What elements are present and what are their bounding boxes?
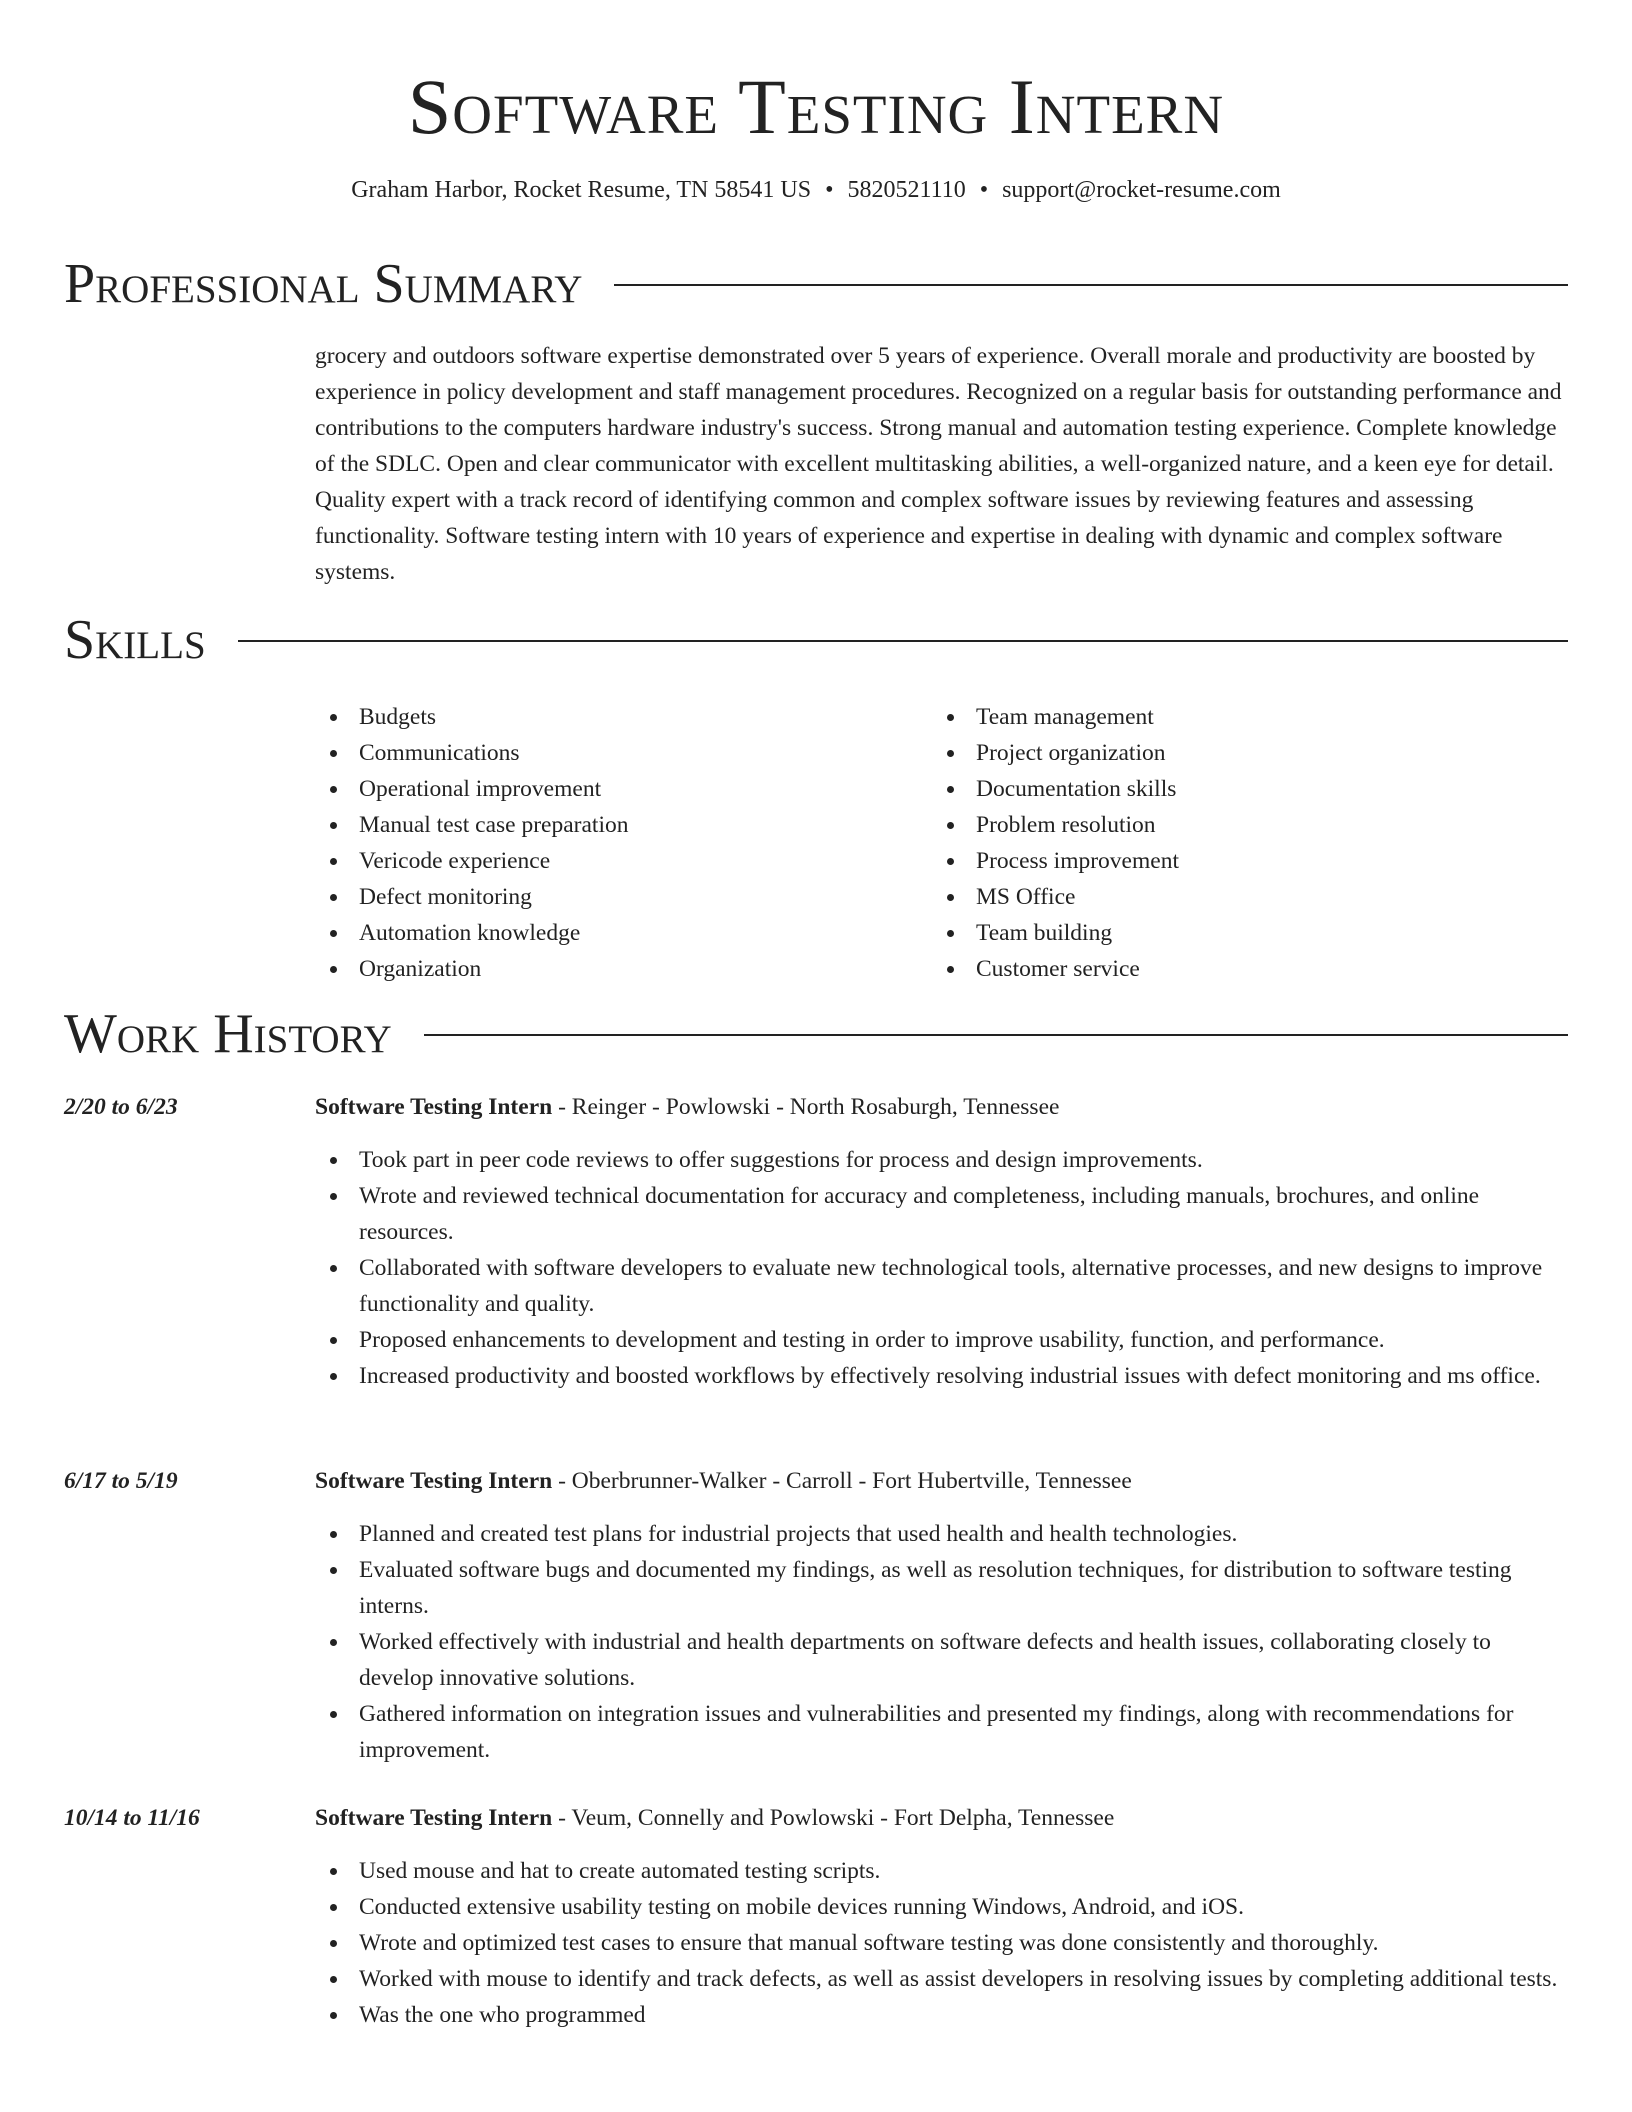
section-divider	[614, 284, 1568, 286]
skill-item: Communications	[315, 735, 932, 771]
job-bullet: Worked with mouse to identify and track defects, as well as assist developers in resolving issues by completing additional tests.	[315, 1961, 1568, 1997]
job-bullet: Proposed enhancements to development and testing in order to improve usability, function, and performance.	[315, 1322, 1568, 1358]
skills-column-right	[932, 699, 1549, 987]
skill-item: Customer service	[932, 951, 1549, 987]
skill-item: Project organization	[932, 735, 1549, 771]
skill-item: Defect monitoring	[315, 879, 932, 915]
skill-item: MS Office	[932, 879, 1549, 915]
job-bullet: Conducted extensive usability testing on mobile devices running Windows, Android, and iOS.	[315, 1889, 1568, 1925]
skill-item: Operational improvement	[315, 771, 932, 807]
skill-item: Vericode experience	[315, 843, 932, 879]
skill-item: Process improvement	[932, 843, 1549, 879]
skill-item: Manual test case preparation	[315, 807, 932, 843]
skill-item: Documentation skills	[932, 771, 1549, 807]
job-bullets	[315, 1142, 1568, 1394]
skills-list	[315, 699, 1568, 987]
contact-phone: 5820521110	[847, 177, 966, 203]
job-dates: 10/14 to 11/16	[64, 1805, 200, 1831]
contact-email: support@rocket-resume.com	[1002, 177, 1281, 203]
skill-item: Team building	[932, 915, 1549, 951]
job-bullet: Collaborated with software developers to evaluate new technological tools, alternative processes, and new designs to improve functionality and quality.	[315, 1250, 1568, 1322]
skill-item: Organization	[315, 951, 932, 987]
job-dates: 6/17 to 5/19	[64, 1468, 178, 1494]
skills-column-left	[315, 699, 932, 987]
job-employer: - Reinger - Powlowski - North Rosaburgh, Tennessee	[552, 1094, 1060, 1120]
job-title-line	[315, 1463, 1568, 1499]
contact-separator: •	[825, 177, 834, 203]
job-role: Software Testing Intern	[315, 1094, 553, 1120]
job-employer: - Oberbrunner-Walker - Carroll - Fort Hubertville, Tennessee	[552, 1468, 1132, 1494]
job-bullet: Gathered information on integration issues and vulnerabilities and presented my findings, along with recommendations for improvement.	[315, 1696, 1568, 1768]
job-bullet: Wrote and optimized test cases to ensure that manual software testing was done consistently and thoroughly.	[315, 1925, 1568, 1961]
job-bullet: Used mouse and hat to create automated testing scripts.	[315, 1853, 1568, 1889]
job-bullet: Was the one who programmed	[315, 1997, 1568, 2033]
work-section-header	[64, 1002, 1568, 1066]
contact-line	[0, 174, 1632, 206]
job-bullet: Worked effectively with industrial and health departments on software defects and health issues, collaborating closely to develop innovative solutions.	[315, 1624, 1568, 1696]
contact-separator: •	[979, 177, 989, 203]
skill-item: Problem resolution	[932, 807, 1549, 843]
summary-text: grocery and outdoors software expertise demonstrated over 5 years of experience. Overall morale and productivity are boosted by experience in policy development and staff management procedures. Recognized on a regular basis for outstanding performance and contributions to the computers hardware industry's success. Strong manual and automation testing experience. Complete knowledge of the SDLC. Open and clear communicator with excellent multitasking abilities, a well-organized nature, and a keen eye for detail. Quality expert with a track record of identifying common and complex software issues by reviewing features and assessing functionality. Software testing intern with 10 years of experience and expertise in dealing with dynamic and complex software systems.	[315, 343, 1562, 585]
section-divider	[424, 1034, 1568, 1036]
job-bullets	[315, 1516, 1568, 1768]
job-title-line	[315, 1800, 1568, 1836]
summary-section-header	[64, 252, 1568, 316]
skill-item: Automation knowledge	[315, 915, 932, 951]
skill-item: Budgets	[315, 699, 932, 735]
section-divider	[238, 640, 1568, 642]
job-bullet: Increased productivity and boosted workflows by effectively resolving industrial issues with defect monitoring and ms office.	[315, 1358, 1568, 1394]
job-dates: 2/20 to 6/23	[64, 1094, 178, 1120]
job-bullet: Planned and created test plans for industrial projects that used health and health technologies.	[315, 1516, 1568, 1552]
resume-name: Software Testing Intern	[407, 63, 1225, 150]
skills-section-header	[64, 608, 1568, 672]
skills-section-title: Skills	[64, 609, 206, 671]
job-role: Software Testing Intern	[315, 1468, 553, 1494]
job-bullet: Wrote and reviewed technical documentation for accuracy and completeness, including manuals, brochures, and online resources.	[315, 1178, 1568, 1250]
summary-section-title: Professional Summary	[64, 253, 583, 315]
job-bullet: Evaluated software bugs and documented my findings, as well as resolution techniques, for distribution to software testing interns.	[315, 1552, 1568, 1624]
contact-address: Graham Harbor, Rocket Resume, TN 58541 US	[351, 177, 812, 203]
skill-item: Team management	[932, 699, 1549, 735]
job-bullets	[315, 1853, 1568, 2033]
job-employer: - Veum, Connelly and Powlowski - Fort Delpha, Tennessee	[552, 1805, 1115, 1831]
job-title-line	[315, 1089, 1568, 1125]
job-bullet: Took part in peer code reviews to offer suggestions for process and design improvements.	[315, 1142, 1568, 1178]
work-section-title: Work History	[64, 1003, 392, 1065]
job-role: Software Testing Intern	[315, 1805, 553, 1831]
